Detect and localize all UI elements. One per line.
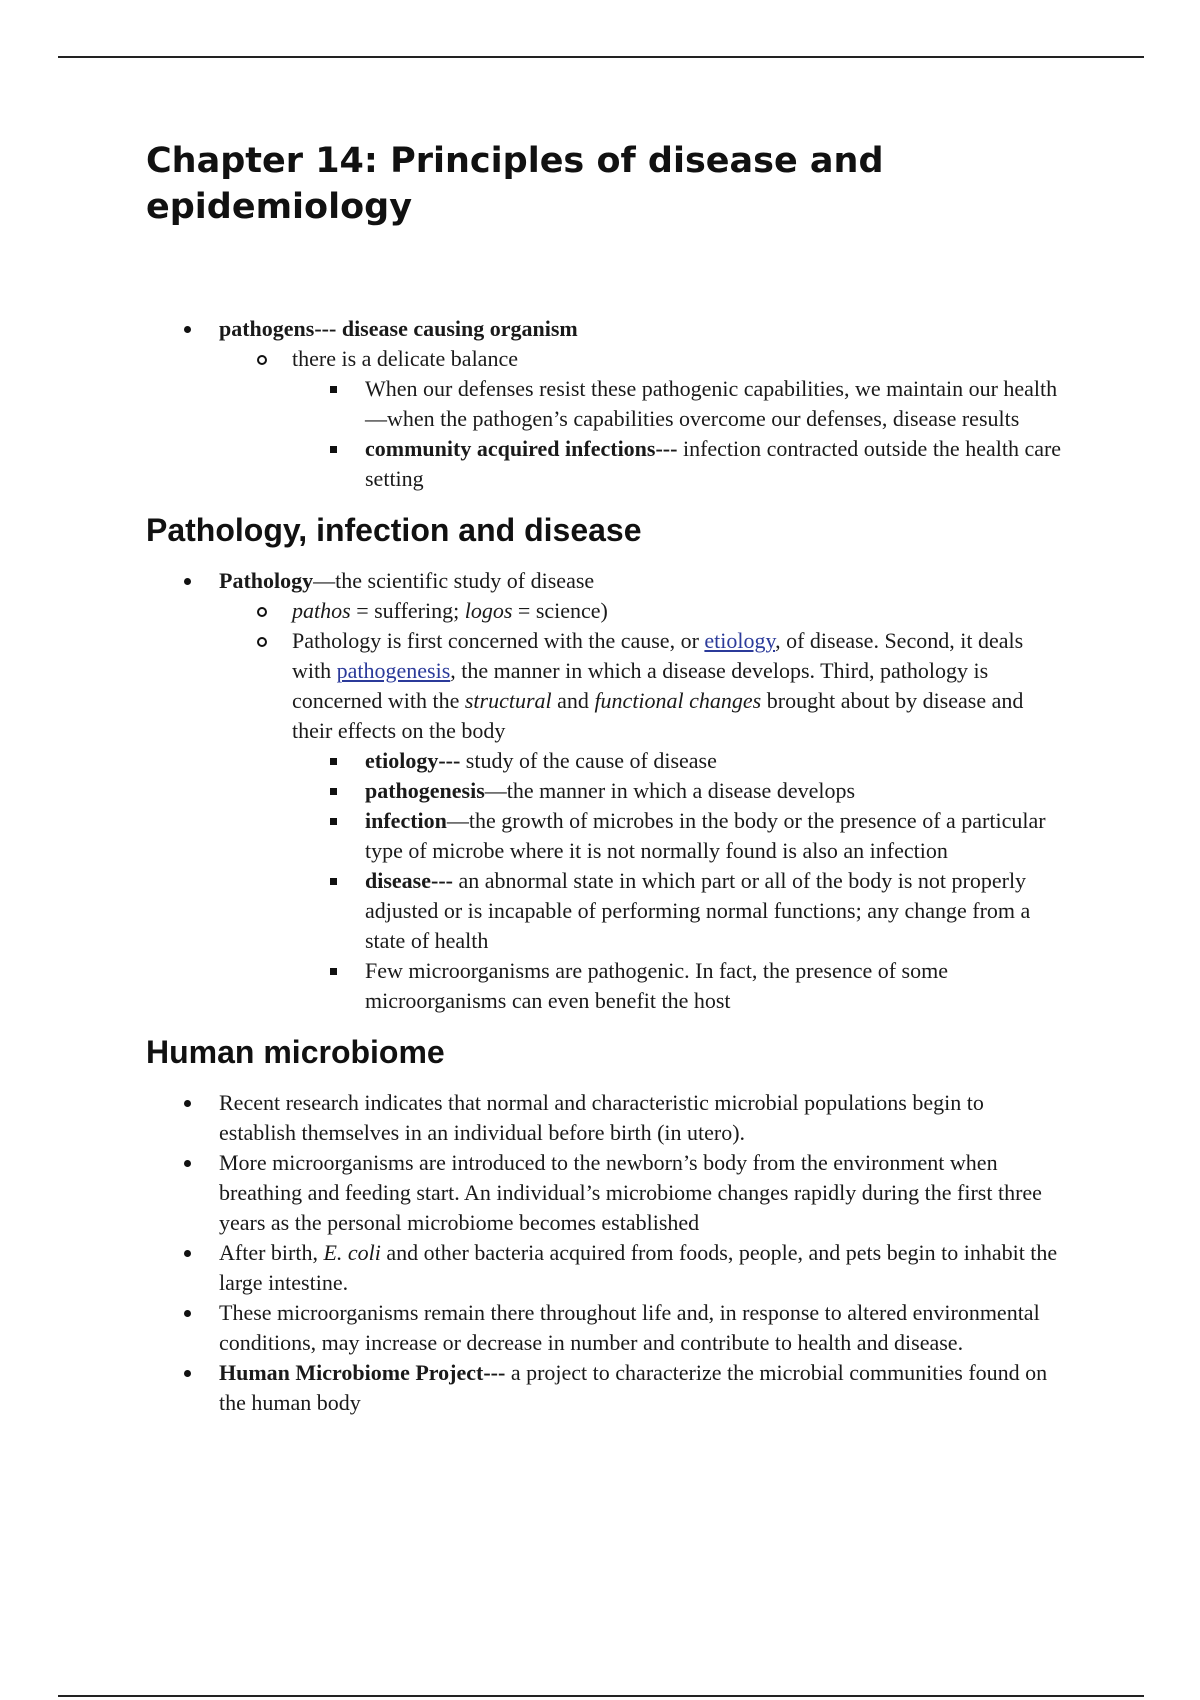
section-heading-pathology: Pathology, infection and disease	[146, 512, 642, 548]
sub-list	[146, 596, 1066, 1016]
bottom-rule	[58, 1695, 1144, 1697]
species-ecoli: E. coli	[323, 1240, 381, 1265]
section-heading-microbiome: Human microbiome	[146, 1034, 445, 1070]
text-run: = suffering;	[350, 598, 465, 623]
term-pathos: pathos	[292, 598, 351, 623]
definition-text: —the growth of microbes in the body or the presence of a particular type of microbe where it is not normally found is also an infection	[365, 808, 1046, 863]
sub-list	[146, 344, 1066, 494]
text-run: brought about by disease and their effects on the body	[292, 688, 1024, 743]
term-pathogenesis: pathogenesis	[365, 778, 485, 803]
list-item	[292, 866, 1066, 956]
list-item	[219, 596, 1066, 626]
intro-list	[146, 314, 1066, 494]
definition-text: an abnormal state in which part or all of the body is not properly adjusted or is incapable of performing normal functions; any change from a state of health	[365, 868, 1031, 953]
term-pathology: Pathology	[219, 568, 314, 593]
sub-sub-list	[292, 374, 1066, 494]
list-item	[292, 806, 1066, 866]
pathogenesis-link[interactable]: pathogenesis	[336, 658, 451, 683]
emphasis-functional: functional changes	[594, 688, 762, 713]
term-etiology: etiology---	[365, 748, 461, 773]
list-item	[146, 566, 1066, 1016]
list-item	[292, 746, 1066, 776]
list-item	[219, 626, 1066, 1016]
list-item-text: These microorganisms remain there throughout life and, in response to altered environmental conditions, may increase or decrease in number and contribute to health and disease.	[219, 1300, 1040, 1355]
text-run: Pathology is first concerned with the cause, or	[292, 628, 705, 653]
text-run: , the manner in which a disease develops. Third, pathology is concerned with the	[292, 658, 989, 713]
list-item	[292, 956, 1066, 1016]
text-run: , of disease. Second, it deals with	[292, 628, 1024, 683]
page-title: Chapter 14: Principles of disease and epidemiology	[146, 141, 884, 227]
list-item	[146, 314, 1066, 494]
list-item-text: Recent research indicates that normal and characteristic microbial populations begin to establish themselves in an individual before birth (in utero).	[219, 1090, 984, 1145]
definition-text: study of the cause of disease	[460, 748, 717, 773]
text-run: = science)	[512, 598, 608, 623]
definition-text: —the manner in which a disease develops	[484, 778, 856, 803]
top-rule	[58, 56, 1144, 58]
list-item	[146, 1358, 1066, 1418]
definition-text: a project to characterize the microbial communities found on the human body	[219, 1360, 1048, 1415]
text-run: and other bacteria acquired from foods, people, and pets begin to inhabit the large intestine.	[219, 1240, 1058, 1295]
list-item	[146, 1238, 1066, 1298]
term-disease: disease---	[365, 868, 453, 893]
list-item	[146, 1088, 1066, 1148]
text-run: After birth,	[219, 1240, 324, 1265]
list-item	[146, 1148, 1066, 1238]
term-pathogens: pathogens--- disease causing organism	[219, 316, 578, 341]
etiology-link[interactable]: etiology	[704, 628, 776, 653]
list-item	[219, 344, 1066, 494]
term-microbiome-project: Human Microbiome Project---	[219, 1360, 506, 1385]
microbiome-list	[146, 1088, 1066, 1418]
text-run: and	[551, 688, 595, 713]
document-body	[146, 138, 1066, 1418]
definition-text: —the scientific study of disease	[313, 568, 595, 593]
list-item-text: Few microorganisms are pathogenic. In fact, the presence of some microorganisms can even benefit the host	[365, 958, 948, 1013]
list-item	[292, 374, 1066, 434]
list-item-text: there is a delicate balance	[292, 346, 518, 371]
sub-sub-list	[292, 746, 1066, 1016]
list-item-text: When our defenses resist these pathogenic capabilities, we maintain our health—when the pathogen’s capabilities overcome our defenses, disease results	[365, 376, 1058, 431]
emphasis-structural: structural	[464, 688, 552, 713]
term-infection: infection	[365, 808, 447, 833]
term-community-acquired: community acquired infections---	[365, 436, 678, 461]
list-item	[292, 776, 1066, 806]
list-item-text: More microorganisms are introduced to the newborn’s body from the environment when breathing and feeding start. An individual’s microbiome changes rapidly during the first three years as the personal microbiome becomes established	[219, 1150, 1042, 1235]
list-item	[146, 1298, 1066, 1358]
list-item	[292, 434, 1066, 494]
definition-text: infection contracted outside the health care setting	[365, 436, 1062, 491]
pathology-list	[146, 566, 1066, 1016]
term-logos: logos	[464, 598, 513, 623]
